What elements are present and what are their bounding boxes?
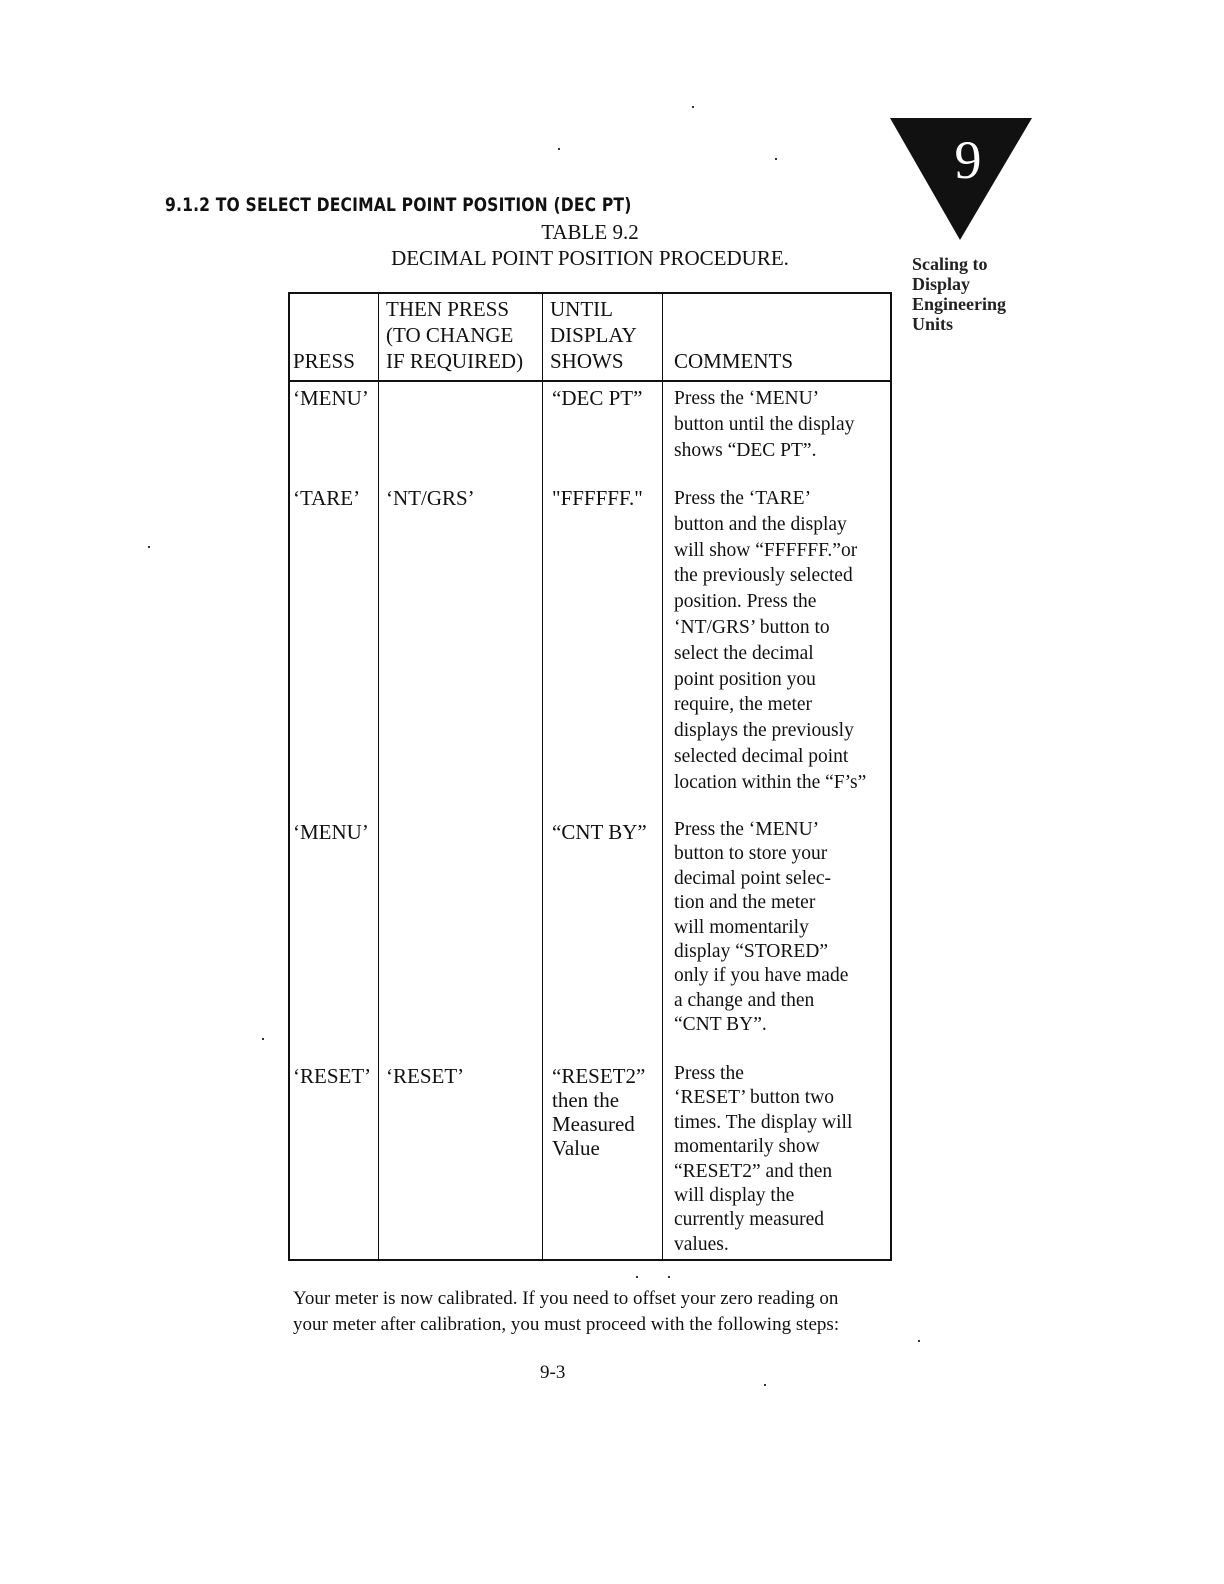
row1-display: “DEC PT” [552,386,643,410]
chapter-label-line: Scaling to [912,254,988,274]
scan-speck [692,106,694,108]
column-divider [662,294,663,1259]
chapter-label [912,254,1006,334]
row4-display [552,1064,645,1160]
comment-line: tion and the meter [674,892,816,914]
row4-then-press: ‘RESET’ [386,1064,465,1088]
comment-line: momentarily show [674,1136,820,1158]
comment-line: Press the ‘MENU’ [674,388,820,409]
comment-line: will display the [674,1185,795,1207]
row4-press: ‘RESET’ [293,1064,372,1088]
header-divider [290,380,890,382]
section-heading: 9.1.2 TO SELECT DECIMAL POINT POSITION (DEC PT) [165,194,632,216]
display-line: Value [552,1136,600,1160]
comment-line: Press the [674,1063,744,1084]
row2-comments [674,486,889,796]
header-line: IF REQUIRED) [386,349,524,373]
header-line: (TO CHANGE [386,323,514,347]
chapter-badge [890,118,1032,240]
comment-line: will momentarily [674,916,809,938]
header-comments: COMMENTS [674,349,794,373]
comment-line: position. Press the [674,591,817,613]
comment-line: ‘RESET’ button two [674,1087,834,1109]
comment-line: currently measured [674,1209,824,1231]
page-number: 9-3 [540,1362,566,1383]
comment-line: location within the “F’s” [674,771,867,793]
scan-speck [262,1038,264,1040]
scan-speck [636,1276,638,1278]
display-line: “RESET2” [552,1064,646,1088]
row2-display: "FFFFFF." [552,486,643,510]
comment-line: a change and then [674,989,815,1011]
display-line: Measured [552,1112,635,1136]
comment-line: button and the display [674,513,847,535]
chapter-label-line: Display [912,274,971,294]
header-until-display [550,296,637,374]
comment-line: displays the previously [674,720,854,742]
header-line: THEN PRESS [386,297,510,321]
header-line: DISPLAY [550,323,637,347]
footer-paragraph [293,1286,839,1338]
row3-press: ‘MENU’ [293,820,369,844]
row2-then-press: ‘NT/GRS’ [386,486,475,510]
scan-speck [918,1340,920,1342]
row1-press: ‘MENU’ [293,386,369,410]
display-line: then the [552,1088,620,1112]
row2-press: ‘TARE’ [293,486,361,510]
table-caption: DECIMAL POINT POSITION PROCEDURE. [391,246,789,270]
comment-line: “CNT BY”. [674,1014,767,1036]
scan-speck [764,1384,766,1386]
comment-line: decimal point selec- [674,867,832,889]
comment-line: display “STORED” [674,941,829,963]
scan-speck [148,546,150,548]
comment-line: Press the ‘TARE’ [674,488,812,509]
procedure-table [288,292,892,1261]
comment-line: selected decimal point [674,745,849,767]
comment-line: the previously selected [674,565,853,587]
header-press: PRESS [293,349,355,373]
comment-line: “RESET2” and then [674,1160,833,1182]
comment-line: only if you have made [674,965,849,987]
scan-speck [668,1276,670,1278]
comment-line: values. [674,1233,729,1255]
comment-line: Press the ‘MENU’ [674,819,820,840]
comment-line: select the decimal [674,642,814,664]
comment-line: shows “DEC PT”. [674,439,817,461]
chapter-number: 9 [954,130,982,190]
column-divider [378,294,379,1259]
comment-line: button to store your [674,843,828,865]
row4-comments [674,1062,889,1257]
header-then-press [386,296,523,374]
comment-line: point position you [674,668,816,690]
header-line: UNTIL [550,297,613,321]
comment-line: will show “FFFFFF.”or [674,539,858,561]
comment-line: times. The display will [674,1111,853,1133]
comment-line: ‘NT/GRS’ button to [674,616,830,638]
comment-line: button until the display [674,413,855,435]
table-number: TABLE 9.2 [541,220,639,244]
chapter-label-line: Units [912,314,954,334]
row1-comments [674,386,889,463]
footer-line: your meter after calibration, you must proceed with the following steps: [293,1314,840,1335]
chapter-label-line: Engineering [912,294,1007,314]
footer-line: Your meter is now calibrated. If you need to offset your zero reading on [293,1288,839,1309]
header-line: SHOWS [550,349,624,373]
comment-line: require, the meter [674,694,813,716]
scan-speck [775,158,777,160]
scan-speck [558,148,560,150]
row3-comments [674,818,889,1038]
column-divider [542,294,543,1259]
row3-display: “CNT BY” [552,820,647,844]
